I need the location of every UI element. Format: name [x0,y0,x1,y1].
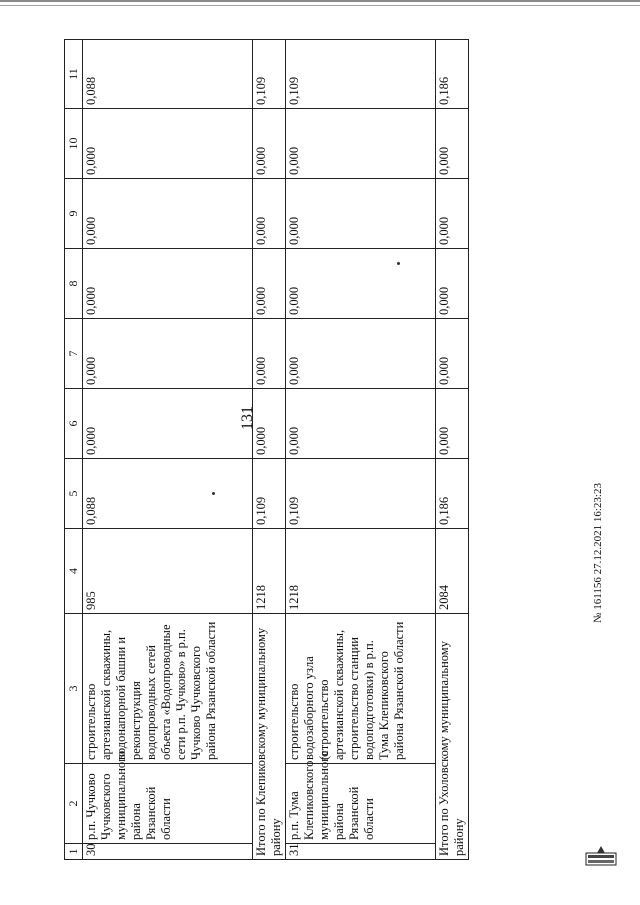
row-number: 31 [286,844,436,860]
place-cell: р.п. Чучково Чучковского муниципального района Рязанской области [83,764,253,844]
table-row [83,40,253,860]
cell: 0,088 [83,40,253,109]
cell: 1218 [253,529,286,614]
cell: 0,000 [436,319,469,389]
col-header: 10 [65,109,83,179]
cell: 1218 [286,529,436,614]
total-label: Итого по Клепиковскому муниципальному району [253,614,286,860]
cell: 0,109 [253,459,286,529]
data-table [64,39,469,860]
col-header: 6 [65,389,83,459]
col-header: 3 [65,614,83,764]
work-cell: строительство водозаборного узла (строительство артезианской скважины, строительство станции водоподготовки) в р.п. Тума Клепиковского района Рязанской области [286,614,436,764]
cell: 0,000 [83,179,253,249]
cell: 2084 [436,529,469,614]
col-header: 2 [65,764,83,844]
cell: 0,000 [253,109,286,179]
col-header: 1 [65,844,83,860]
cell: 0,000 [83,249,253,319]
cell: 0,000 [436,389,469,459]
cell: 0,000 [436,109,469,179]
col-header: 7 [65,319,83,389]
total-row [436,40,469,860]
cell: 0,109 [286,40,436,109]
col-header: 9 [65,179,83,249]
scan-artifact [0,0,640,14]
cell: 0,000 [436,249,469,319]
cell: 0,109 [253,40,286,109]
cell: 0,000 [286,179,436,249]
total-label: Итого по Ухоловскому муниципальному району [436,614,469,860]
header-row [65,40,83,860]
cell: 0,000 [253,179,286,249]
cell: 0,000 [286,319,436,389]
row-number: 30 [83,844,253,860]
cell: 0,088 [83,459,253,529]
footer-signature: № 161156 27.12.2021 16:23:23 [592,483,604,623]
cell: 0,000 [436,179,469,249]
cell: 0,186 [436,40,469,109]
cell: 0,186 [436,459,469,529]
cell: 0,000 [253,389,286,459]
cell: 0,000 [83,319,253,389]
cell: 0,000 [83,109,253,179]
table-container [64,40,466,860]
stamp-icon [585,845,617,867]
cell: 985 [83,529,253,614]
cell: 0,000 [253,319,286,389]
cell: 0,000 [286,109,436,179]
col-header: 4 [65,529,83,614]
col-header: 8 [65,249,83,319]
col-header: 5 [65,459,83,529]
cell: 0,000 [286,389,436,459]
work-cell: строительство артезианской скважины, водонапорной башни и реконструкция водопроводных сетей объекта «Водопроводные сети р.п. Чучково» в р.п. Чучково Чучковского района Рязанской области [83,614,253,764]
cell: 0,000 [253,249,286,319]
col-header: 11 [65,40,83,109]
total-row [253,40,286,860]
table-row [286,40,436,860]
cell: 0,000 [83,389,253,459]
page-number: 131 [239,406,256,430]
cell: 0,109 [286,459,436,529]
cell: 0,000 [286,249,436,319]
place-cell: р.п. Тума Клепиковского муниципального района Рязанской области [286,764,436,844]
